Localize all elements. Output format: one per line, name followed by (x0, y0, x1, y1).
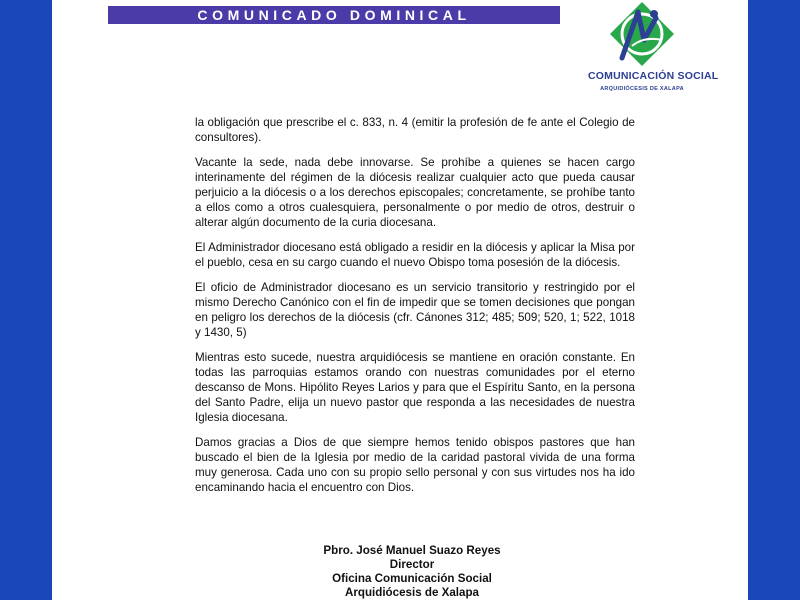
document-page (52, 0, 748, 600)
paragraph: Vacante la sede, nada debe innovarse. Se prohíbe a quienes se hacen cargo interinamente del régimen de la diócesis realizar cualquier acto que pueda causar perjuicio a la diócesis o a los derechos episcopales; concretamente, se prohíbe tanto a ellos como a otros cualesquiera, personalmente o por medio de otros, destruir o alterar algún documento de la curia diocesana. (195, 156, 635, 229)
diocese-communication-logo-icon (592, 0, 692, 100)
paragraph: El Administrador diocesano está obligado a residir en la diócesis y aplicar la Misa por el pueblo, cesa en su cargo cuando el nuevo Obispo toma posesión de la diócesis. (195, 241, 635, 269)
logo-title: COMUNICACIÓN SOCIAL (588, 70, 719, 82)
signer-organization: Arquidiócesis de Xalapa (344, 586, 480, 599)
paragraph: Mientras esto sucede, nuestra arquidiócesis se mantiene en oración constante. En todas las parroquias estamos orando con nuestras comunidades por el eterno descanso de Mons. Hipólito Reyes Larios y para que el Espíritu Santo, en la persona del Santo Padre, elija un nuevo pastor que responda a las necesidades de nuestra Iglesia diocesana. (195, 351, 635, 424)
paragraph: la obligación que prescribe el c. 833, n. 4 (emitir la profesión de fe ante el Colegio de consultores). (195, 116, 635, 144)
signer-office: Oficina Comunicación Social (332, 572, 492, 585)
paragraph: Damos gracias a Dios de que siempre hemos tenido obispos pastores que han buscado el bien de la Iglesia por medio de la caridad pastoral vivida de una forma muy generosa. Cada uno con su propio sello personal y con sus virtudes nos ha ido encaminando hacia el encuentro con Dios. (195, 436, 635, 494)
signer-role: Director (389, 558, 435, 571)
logo-subtitle: ARQUIDIÓCESIS DE XALAPA (600, 86, 684, 92)
signature-block (252, 544, 572, 600)
header-banner: COMUNICADO DOMINICAL (108, 6, 560, 24)
communique-body (195, 115, 635, 505)
signer-name: Pbro. José Manuel Suazo Reyes (323, 544, 501, 557)
paragraph: El oficio de Administrador diocesano es un servicio transitorio y restringido por el mismo Derecho Canónico con el fin de impedir que se tomen decisiones que pongan en peligro los derechos de la diócesis (cfr. Cánones 312; 485; 509; 520, 1; 522, 1018 y 1430, 5) (195, 281, 635, 339)
